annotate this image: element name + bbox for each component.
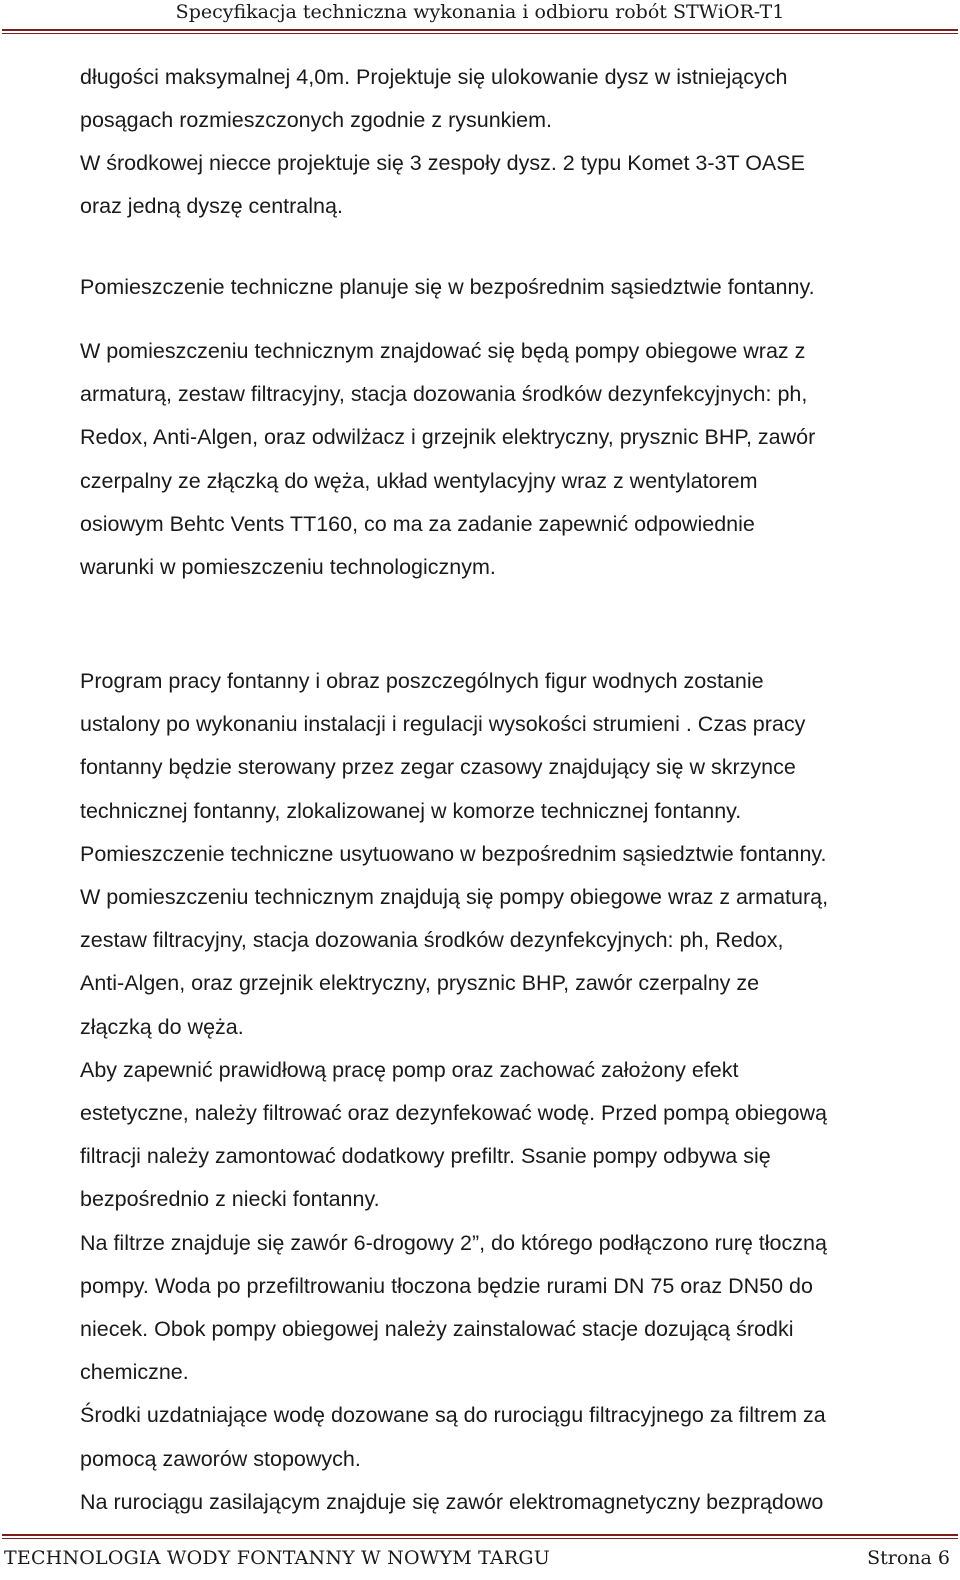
text-line: bezpośrednio z niecki fontanny. [80, 1187, 380, 1212]
text-line: Na filtrze znajduje się zawór 6-drogowy 2”, do którego podłączono rurę tłoczną [80, 1230, 827, 1255]
text-line: chemiczne. [80, 1360, 189, 1385]
text-line: Anti-Algen, oraz grzejnik elektryczny, prysznic BHP, zawór czerpalny ze [80, 971, 760, 996]
paragraph-program [80, 660, 948, 1524]
text-line: fontanny będzie sterowany przez zegar czasowy znajdujący się w skrzynce [80, 755, 796, 780]
text-line: zestaw filtracyjny, stacja dozowania środków dezynfekcyjnych: ph, Redox, [80, 928, 784, 953]
footer-rule-thick [2, 1534, 958, 1536]
paragraph-intro [80, 56, 948, 228]
text-line: warunki w pomieszczeniu technologicznym. [80, 555, 496, 580]
text-line: osiowym Behtc Vents TT160, co ma za zadanie zapewnić odpowiednie [80, 511, 755, 536]
text-line: niecek. Obok pompy obiegowej należy zainstalować stacje dozującą środki [80, 1317, 794, 1342]
header-title: Specyfikacja techniczna wykonania i odbioru robót STWiOR-T1 [175, 1, 785, 23]
text-line: złączką do węża. [80, 1014, 244, 1039]
text-line: czerpalny ze złączką do węża, układ wentylacyjny wraz z wentylatorem [80, 468, 758, 493]
page-footer [0, 1530, 960, 1580]
text-line: pompy. Woda po przefiltrowaniu tłoczona będzie rurami DN 75 oraz DN50 do [80, 1273, 813, 1298]
paragraph-technical-room [80, 266, 948, 309]
text-line: W pomieszczeniu technicznym znajdować się będą pompy obiegowe wraz z [80, 339, 806, 363]
header-rule-thin [2, 33, 958, 34]
text-line: technicznej fontanny, zlokalizowanej w komorze technicznej fontanny. [80, 798, 742, 823]
text-line: Redox, Anti-Algen, oraz odwilżacz i grzejnik elektryczny, prysznic BHP, zawór [80, 425, 816, 450]
footer-project-title: TECHNOLOGIA WODY FONTANNY W NOWYM TARGU [4, 1547, 550, 1569]
text-line: W środkowej niecce projektuje się 3 zespoły dysz. 2 typu Komet 3-3T OASE [80, 151, 805, 175]
text-line: Program pracy fontanny i obraz poszczególnych figur wodnych zostanie [80, 669, 764, 693]
text-line: Pomieszczenie techniczne usytuowano w bezpośrednim sąsiedztwie fontanny. [80, 841, 827, 866]
text-line: filtracji należy zamontować dodatkowy prefiltr. Ssanie pompy odbywa się [80, 1144, 771, 1169]
text-line: Środki uzdatniające wodę dozowane są do rurociągu filtracyjnego za filtrem za [80, 1403, 826, 1428]
text-line: Aby zapewnić prawidłową pracę pomp oraz zachować założony efekt [80, 1057, 739, 1082]
header-rule-thick [2, 29, 958, 31]
text-line: Pomieszczenie techniczne planuje się w bezpośrednim sąsiedztwie fontanny. [80, 275, 815, 299]
text-line: armaturą, zestaw filtracyjny, stacja dozowania środków dezynfekcyjnych: ph, [80, 382, 808, 407]
text-line: W pomieszczeniu technicznym znajdują się pompy obiegowe wraz z armaturą, [80, 885, 829, 910]
text-line: długości maksymalnej 4,0m. Projektuje się ulokowanie dysz w istniejących [80, 65, 788, 89]
page-header [0, 0, 960, 34]
text-line: Na rurociągu zasilającym znajduje się zawór elektromagnetyczny bezprądowo [80, 1489, 824, 1514]
text-line: oraz jedną dyszę centralną. [80, 194, 343, 218]
text-line: pomocą zaworów stopowych. [80, 1446, 361, 1471]
paragraph-room-equipment [80, 330, 948, 589]
page-number: Strona 6 [867, 1547, 950, 1569]
text-line: estetyczne, należy filtrować oraz dezynfekować wodę. Przed pompą obiegową [80, 1101, 827, 1126]
footer-rule-thin [2, 1538, 958, 1539]
text-line: ustalony po wykonaniu instalacji i regulacji wysokości strumieni . Czas pracy [80, 712, 806, 737]
text-line: posągach rozmieszczonych zgodnie z rysunkiem. [80, 108, 553, 132]
